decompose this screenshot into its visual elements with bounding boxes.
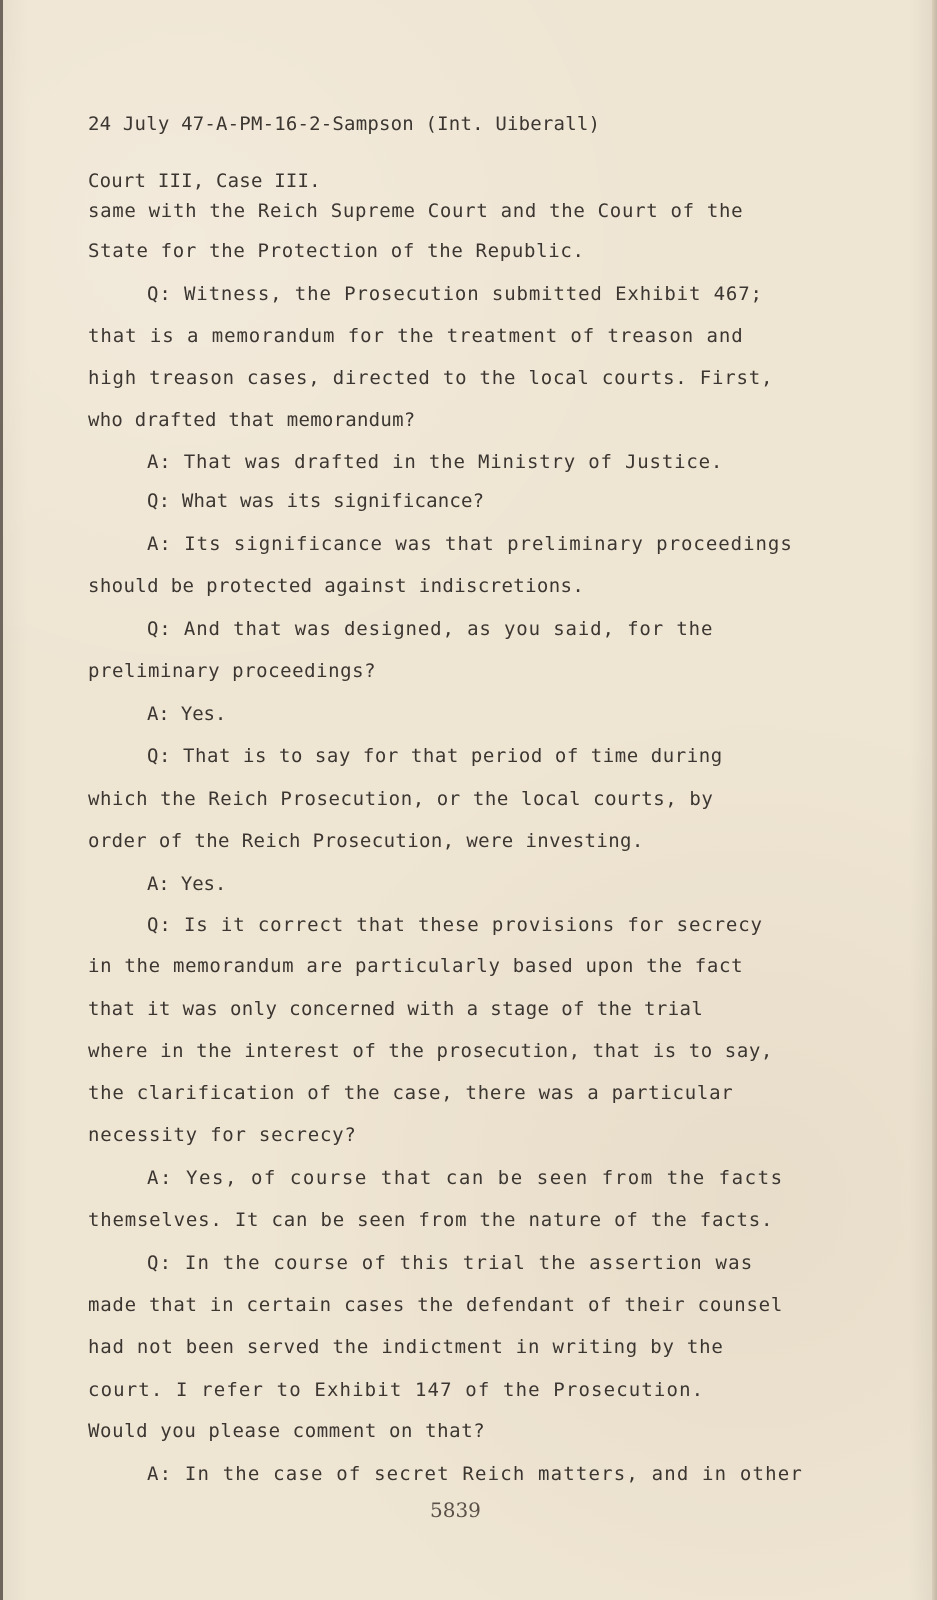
transcript-line-6: who drafted that memorandum? [88, 409, 416, 431]
transcript-line-12: preliminary proceedings? [88, 660, 377, 682]
header-line-2: Court III, Case III. [88, 170, 321, 192]
transcript-line-9: A: Its significance was that preliminary proceedings [147, 533, 793, 555]
transcript-line-10: should be protected against indiscretions. [88, 575, 585, 597]
page-number: 5839 [430, 1498, 481, 1522]
transcript-line-15: which the Reich Prosecution, or the local courts, by [88, 788, 714, 810]
transcript-line-30: Would you please comment on that? [88, 1420, 486, 1442]
transcript-line-24: A: Yes, of course that can be seen from the facts [147, 1167, 784, 1189]
transcript-line-21: where in the interest of the prosecution, that is to say, [88, 1040, 773, 1062]
transcript-line-2: State for the Protection of the Republic. [88, 240, 585, 262]
header-line-1: 24 July 47-A-PM-16-2-Sampson (Int. Uiberall) [88, 113, 601, 135]
transcript-line-3: Q: Witness, the Prosecution submitted Exhibit 467; [147, 283, 763, 305]
transcript-line-23: necessity for secrecy? [88, 1124, 357, 1146]
right-page-edge [932, 0, 937, 1600]
transcript-line-31: A: In the case of secret Reich matters, and in other [147, 1463, 803, 1485]
transcript-line-1: same with the Reich Supreme Court and the Court of the [88, 200, 744, 222]
transcript-line-28: had not been served the indictment in writing by the [88, 1336, 724, 1358]
transcript-line-29: court. I refer to Exhibit 147 of the Prosecution. [88, 1379, 705, 1401]
transcript-line-19: in the memorandum are particularly based upon the fact [88, 955, 744, 977]
transcript-line-11: Q: And that was designed, as you said, for the [147, 618, 714, 640]
transcript-line-26: Q: In the course of this trial the assertion was [147, 1252, 754, 1274]
transcript-line-25: themselves. It can be seen from the nature of the facts. [88, 1209, 774, 1231]
transcript-line-22: the clarification of the case, there was a particular [88, 1082, 734, 1104]
transcript-line-8: Q: What was its significance? [147, 490, 485, 512]
transcript-line-17: A: Yes. [147, 873, 227, 895]
transcript-line-18: Q: Is it correct that these provisions for secrecy [147, 914, 763, 936]
left-page-edge [0, 0, 3, 1600]
transcript-line-14: Q: That is to say for that period of time during [147, 745, 723, 767]
transcript-line-4: that is a memorandum for the treatment of treason and [88, 325, 744, 347]
transcript-line-13: A: Yes. [147, 703, 227, 725]
transcript-line-5: high treason cases, directed to the local courts. First, [88, 367, 774, 389]
transcript-line-20: that it was only concerned with a stage of the trial [88, 998, 704, 1020]
transcript-line-7: A: That was drafted in the Ministry of Justice. [147, 451, 724, 473]
transcript-line-16: order of the Reich Prosecution, were investing. [88, 830, 644, 852]
transcript-line-27: made that in certain cases the defendant of their counsel [88, 1294, 784, 1316]
